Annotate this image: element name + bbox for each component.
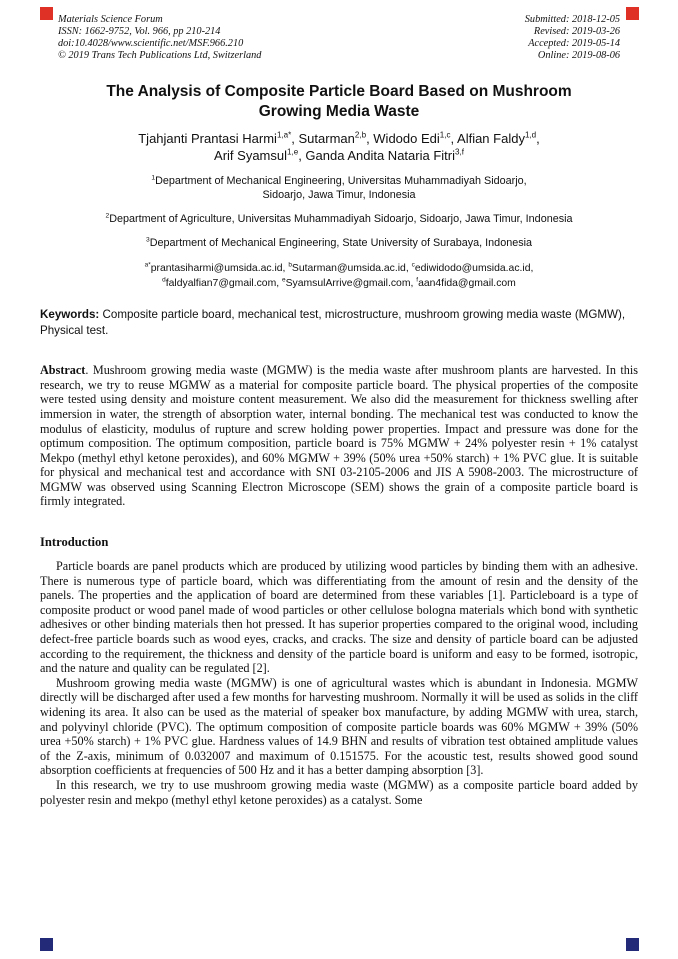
crop-marker-top-left: [40, 7, 53, 20]
authors-line1: Tjahjanti Prantasi Harmi$^{1,a*}$, Sutarman$^{2,b}$, Widodo Edi$^{1,c}$, Alfian Faldy$^{1,d}$,: [138, 130, 540, 146]
affiliation-2: $^2$Department of Agriculture, Universitas Muhammadiyah Sidoarjo, Sidoarjo, Jawa Timur, Indonesia: [105, 212, 573, 225]
paper-title: [40, 82, 638, 123]
abstract-label: Abstract: [40, 363, 86, 378]
author-emails: [40, 262, 638, 291]
crop-marker-bottom-right: [626, 938, 639, 951]
crop-marker-top-right: [626, 7, 639, 20]
paper-title-line2: Growing Media Waste: [258, 103, 420, 121]
affiliation-1-line1: $^1$Department of Mechanical Engineering, Universitas Muhammadiyah Sidoarjo,: [151, 174, 527, 187]
intro-paragraph-2: Mushroom growing media waste (MGMW) is one of agricultural wastes which is abundant in Indonesia. MGMW directly will be discharged after used a few months for harvesting mushroom. Normally it will be used as solids in the cliff widening its area. It also can be used as the material of speaker box manufacture, by adding MGMW with urea, starch, and polyvinyl chloride (PVC). The optimum composition of composite particle boards was 60% MGMW + 39% (50% urea +50% starch) + 1% PVC glue. Hardness values of 14.9 BHN and results of vibration test obtained amplitude values of the Z-axis, minimum of 0.032007 and maximum of 0.151575. For the acoustic test, results showed good sound absorption coefficients at frequencies of 500 Hz and it has a better damping absorption [3].: [40, 675, 638, 778]
journal-header: [40, 12, 638, 62]
authors-block: [40, 130, 638, 164]
date-submitted: Submitted: 2018-12-05: [524, 14, 620, 25]
journal-name: Materials Science Forum: [58, 14, 163, 25]
journal-issn-volume: ISSN: 1662-9752, Vol. 966, pp 210-214: [58, 26, 221, 37]
date-accepted: Accepted: 2019-05-14: [528, 38, 620, 49]
intro-paragraph-3: In this research, we try to use mushroom growing media waste (MGMW) as a composite particle board added by polyester resin and mekpo (methyl ethyl ketone peroxides) as a catalyst. Some: [40, 777, 638, 807]
date-online: Online: 2019-08-06: [537, 50, 620, 61]
journal-copyright: © 2019 Trans Tech Publications Ltd, Switzerland: [58, 50, 262, 61]
affiliation-3: $^3$Department of Mechanical Engineering, State University of Surabaya, Indonesia: [145, 236, 533, 249]
intro-paragraph-1: Particle boards are panel products which are produced by utilizing wood particles by binding them with an adhesive. There is numerous type of particle board, which was differentiating from the amount of resin and the density of the panels. The properties and the application of board are determined from these variables [1]. Particleboard is a type of composite product or wood panel made of wood particles or other cellulose bologna materials which bond with synthetic adhesives or other binding materials then hot pressed. It has superior properties compared to the original wood, including defect-free particle boards such as wood eyes, cracks, and cracks. The size and density of particle board can be adjusted according to the requirement, the thickness and density of the particle board is uniform and easy to be formed, isotropic, and the nature and quality can be regulated [2].: [40, 559, 638, 676]
journal-info: [58, 14, 261, 62]
keywords-label: Keywords:: [40, 308, 100, 322]
authors-line2: Arif Syamsul$^{1,e}$, Ganda Andita Nataria Fitri$^{3,f}$: [214, 147, 464, 163]
author-emails-line2: $^d$faldyalfian7@gmail.com, $^e$SyamsulArrive@gmail.com, $^f$aan4fida@gmail.com: [162, 276, 516, 289]
abstract-text: . Mushroom growing media waste (MGMW) is the media waste after mushroom plants are harvested. In this research, we try to reuse MGMW as a material for composite particle board. The physical properties of the composite were tested using density and moisture content measurement. We also did the measurement for thickness swelling after immersion in water, the strength of absorption water, internal bonding. The mechanical test was conducted to know the modulus of elasticity, modulus of rupture and screw holding power properties. Impact and pressure was done for the optimum composition. The optimum composition, particle board is 75% MGMW + 24% polyester resin + 1% catalyst Mekpo (methyl ethyl ketone peroxides), and 60% MGMW + 39% (50% urea +50% starch) + 1% PVC glue. It is suitable for physical and mechanical test and accordance with SNI 03-2105-2006 and JIS A 5908-2003. The microstructure of MGMW was observed using Scanning Electron Microscope (SEM) shows the grain of a composite particle board is firmly integrated.: [40, 363, 638, 509]
affiliation-1-line2: Sidoarjo, Jawa Timur, Indonesia: [262, 188, 416, 201]
keywords-text: Composite particle board, mechanical test, microstructure, mushroom growing media waste (MGMW), Physical test.: [40, 308, 626, 338]
section-heading-introduction: Introduction: [40, 535, 109, 550]
submission-dates: [525, 14, 620, 62]
keywords-paragraph: [40, 307, 638, 339]
journal-doi: doi:10.4028/www.scientific.net/MSF.966.210: [58, 38, 244, 49]
paper-title-line1: The Analysis of Composite Particle Board Based on Mushroom: [106, 83, 572, 100]
author-emails-line1: $^{a*}$prantasiharmi@umsida.ac.id, $^b$Sutarman@umsida.ac.id, $^c$ediwidodo@umsida.ac.id,: [144, 261, 534, 275]
crop-marker-bottom-left: [40, 938, 53, 951]
affiliation-1: [40, 174, 638, 202]
abstract-paragraph: [40, 363, 638, 509]
date-revised: Revised: 2019-03-26: [533, 26, 620, 37]
